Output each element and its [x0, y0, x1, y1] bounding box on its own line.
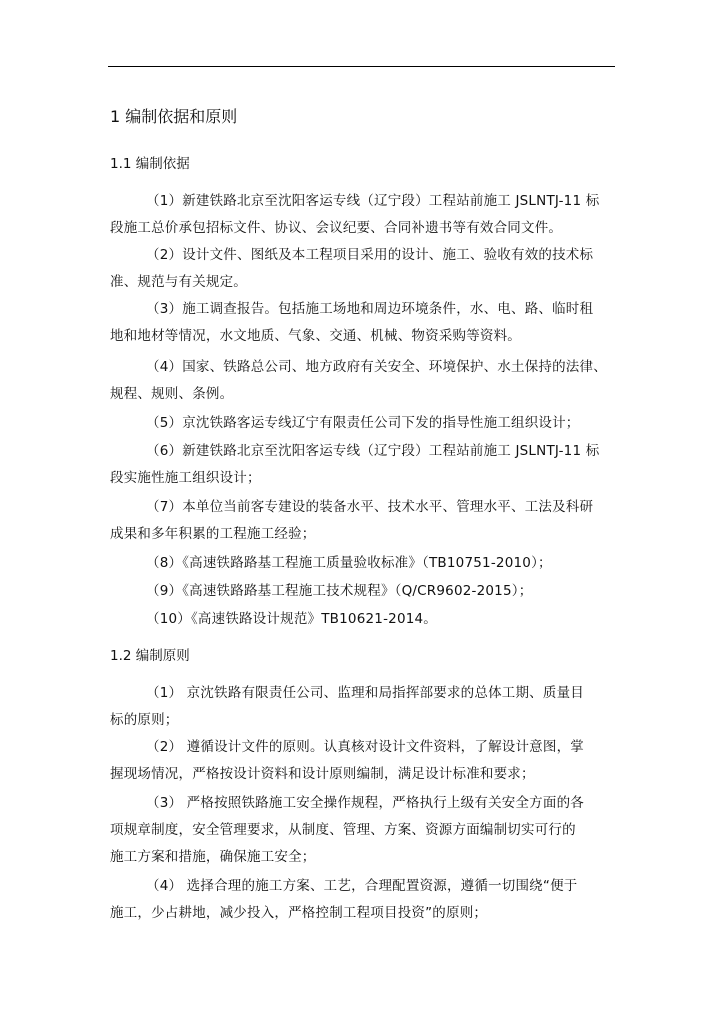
principle-3-line-1: （3） 严格按照铁路施工安全操作规程，严格执行上级有关安全方面的各	[146, 795, 584, 811]
principle-2-line-1: （2） 遵循设计文件的原则。认真核对设计文件资料，了解设计意图，掌	[146, 739, 584, 755]
basis-5-line-1: （5）京沈铁路客运专线辽宁有限责任公司下发的指导性施工组织设计；	[146, 415, 580, 431]
basis-1-line-1: （1）新建铁路北京至沈阳客运专线（辽宁段）工程站前施工 JSLNTJ-11 标	[146, 193, 600, 209]
section-1-heading: 1 编制依据和原则	[110, 107, 238, 126]
basis-8-line-1: （8）《高速铁路路基工程施工质量验收标准》（TB10751-2010）；	[146, 555, 552, 571]
basis-10-line-1: （10）《高速铁路设计规范》TB10621-2014。	[146, 611, 438, 627]
principle-3-line-3: 施工方案和措施，确保施工安全；	[110, 849, 316, 865]
principle-3-line-2: 项规章制度，安全管理要求，从制度、管理、方案、资源方面编制切实可行的	[110, 822, 576, 838]
principle-2-line-2: 握现场情况，严格按设计资料和设计原则编制，满足设计标准和要求；	[110, 766, 535, 782]
basis-9-line-1: （9）《高速铁路路基工程施工技术规程》（Q/CR9602-2015）；	[146, 583, 533, 599]
basis-6-line-2: 段实施性施工组织设计；	[110, 470, 261, 486]
basis-6-line-1: （6）新建铁路北京至沈阳客运专线（辽宁段）工程站前施工 JSLNTJ-11 标	[146, 443, 600, 459]
basis-3-line-2: 地和地材等情况，水文地质、气象、交通、机械、物资采购等资料。	[110, 328, 521, 344]
basis-7-line-1: （7）本单位当前客专建设的装备水平、技术水平、管理水平、工法及科研	[146, 499, 594, 515]
basis-2-line-2: 准、规范与有关规定。	[110, 274, 247, 290]
principle-4-line-1: （4） 选择合理的施工方案、工艺，合理配置资源，遵循一切围绕“便于	[146, 878, 578, 894]
principle-1-line-2: 标的原则；	[110, 712, 179, 728]
basis-4-line-1: （4）国家、铁路总公司、地方政府有关安全、环境保护、水土保持的法律、	[146, 359, 607, 375]
basis-1-line-2: 段施工总价承包招标文件、协议、会议纪要、合同补遗书等有效合同文件。	[110, 220, 563, 236]
principle-1-line-1: （1） 京沈铁路有限责任公司、监理和局指挥部要求的总体工期、质量目	[146, 685, 584, 701]
principle-4-line-2: 施工，少占耕地，减少投入，严格控制工程项目投资”的原则；	[110, 905, 488, 921]
header-rule	[108, 66, 615, 67]
basis-2-line-1: （2）设计文件、图纸及本工程项目采用的设计、施工、验收有效的技术标	[146, 247, 594, 263]
basis-4-line-2: 规程、规则、条例。	[110, 386, 234, 402]
section-1-2-heading: 1.2 编制原则	[110, 648, 190, 664]
basis-7-line-2: 成果和多年积累的工程施工经验；	[110, 526, 316, 542]
section-1-1-heading: 1.1 编制依据	[110, 156, 190, 172]
basis-3-line-1: （3）施工调查报告。包括施工场地和周边环境条件，水、电、路、临时租	[146, 301, 594, 317]
